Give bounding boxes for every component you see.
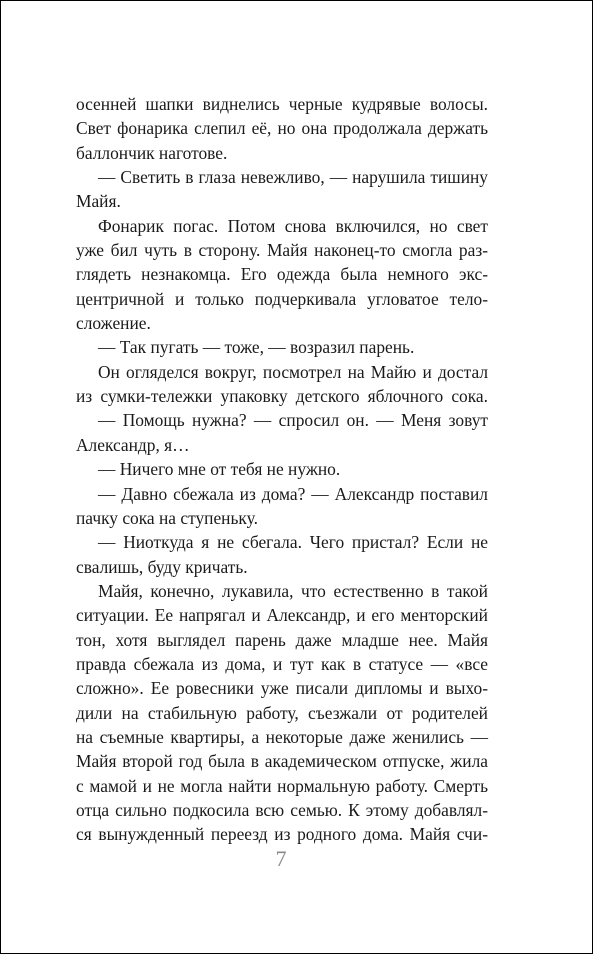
text-line: правда сбежала из дома, и тут как в статусе — «все — [76, 653, 488, 674]
text-line: Фонарик погас. Потом снова включился, но свет — [98, 215, 488, 236]
page-number: 7 — [275, 846, 287, 871]
text-line: сложно». Ее ровесники уже писали дипломы и выхо- — [76, 678, 488, 699]
text-line: — Помощь нужна? — спросил он. — Меня зовут — [98, 410, 488, 431]
text-line: Майя, конечно, лукавила, что естественно в такой — [98, 580, 488, 601]
text-line: осенней шапки виднелись черные кудрявые волосы. — [76, 94, 488, 114]
text-line: на съемные квартиры, а некоторые даже женились — — [76, 726, 488, 747]
text-line: тон, хотя выглядел парень даже младше нее. Майя — [76, 629, 488, 650]
text-line: с мамой и не могла найти нормальную работу. Смерть — [76, 775, 488, 796]
text-line: центричной и только подчеркивала угловатое тело- — [76, 288, 488, 309]
text-line: ся вынужденный переезд из родного дома. Майя счи- — [76, 824, 488, 845]
text-line: отца сильно подкосила всю семью. К этому добавлял- — [76, 799, 488, 820]
text-line: — Светить в глаза невежливо, — нарушила тишину — [98, 167, 488, 188]
text-line: — Ничего мне от тебя не нужно. — [98, 459, 341, 480]
text-line: ситуации. Ее напрягал и Александр, и его менторский — [76, 605, 488, 626]
text-line: баллончик наготове. — [76, 142, 228, 163]
text-line: свалишь, буду кричать. — [76, 556, 248, 577]
text-line: — Давно сбежала из дома? — Александр поставил — [98, 483, 488, 504]
text-line: пачку сока на ступеньку. — [76, 507, 258, 528]
text-line: сложение. — [76, 313, 151, 334]
text-line: Свет фонарика слепил её, но она продолжала держать — [76, 118, 488, 139]
text-line: Майя. — [76, 191, 121, 212]
text-line: — Так пугать — тоже, — возразил парень. — [98, 337, 415, 358]
body-text — [76, 92, 488, 847]
text-line: Александр, я… — [76, 434, 190, 455]
text-line: — Ниоткуда я не сбегала. Чего пристал? Если не — [98, 532, 488, 553]
text-line: из сумки-тележки упаковку детского яблочного сока. — [76, 386, 488, 407]
text-line: Он огляделся вокруг, посмотрел на Майю и достал — [98, 361, 488, 382]
text-line: дили на стабильную работу, съезжали от родителей — [76, 702, 488, 723]
text-line: глядеть незнакомца. Его одежда была немного экс- — [76, 264, 488, 285]
text-line: уже бил чуть в сторону. Майя наконец-то смогла раз- — [76, 240, 488, 261]
text-line: Майя второй год была в академическом отпуске, жила — [76, 751, 488, 772]
